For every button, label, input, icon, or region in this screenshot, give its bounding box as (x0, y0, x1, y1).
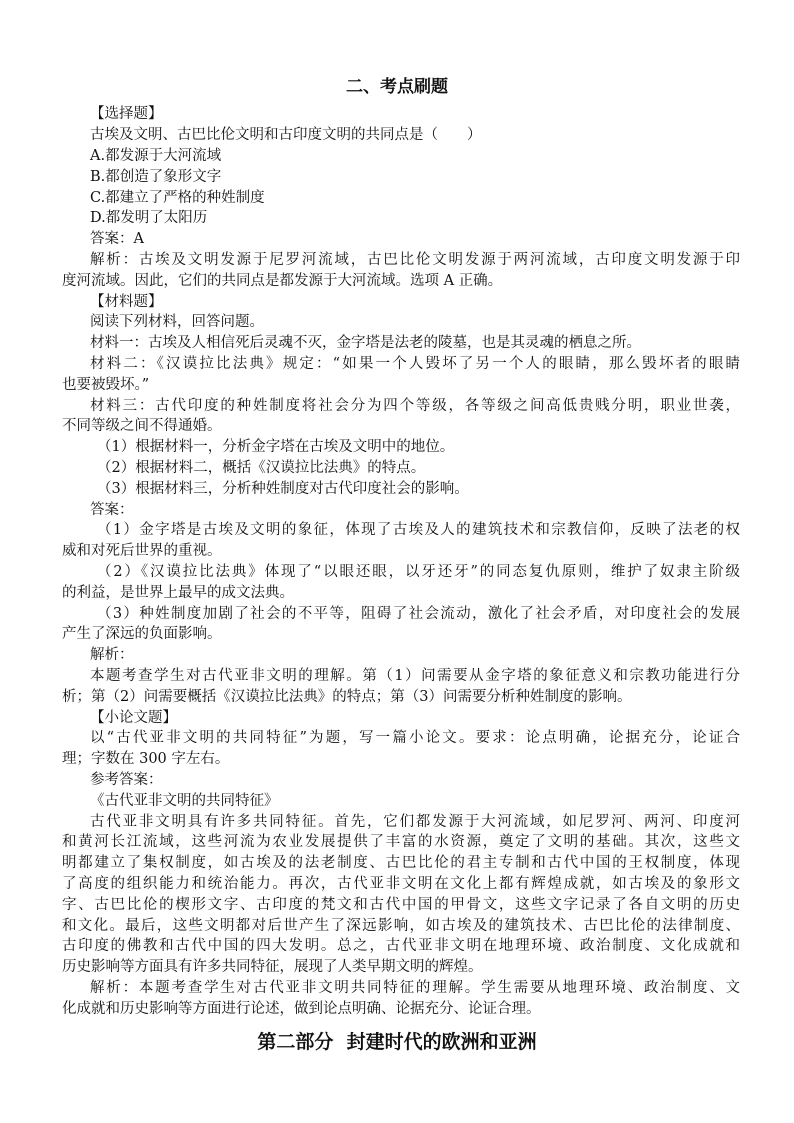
choice-option-d: D.都发明了太阳历 (90, 210, 208, 226)
choice-question: 古埃及文明、古巴比伦文明和古印度文明的共同点是（ ） (90, 127, 482, 143)
material-question-3: （3）根据材料三，分析种姓制度对古代印度社会的影响。 (97, 481, 469, 497)
material-answer-3-line2: 产生了深远的负面影响。 (62, 626, 222, 642)
material-question-1: （1）根据材料一，分析金字塔在古埃及文明中的地位。 (97, 439, 455, 455)
material-analysis-line2: 析；第（2）问需要概括《汉谟拉比法典》的特点；第（3）问需要分析种姓制度的影响。 (62, 689, 632, 705)
part-title: 第二部分 封建时代的欧洲和亚洲 (257, 1031, 537, 1053)
material-intro: 阅读下列材料，回答问题。 (90, 314, 264, 330)
essay-body-line: 古印度的佛教和古代中国的四大发明。总之，古代亚非文明在地理环境、政治制度、文化成就和 (62, 938, 740, 954)
material-three-line2: 不同等级之间不得通婚。 (62, 418, 222, 434)
material-two-line1: 材料二：《汉谟拉比法典》规定：“如果一个人毁坏了另一个人的眼睛，那么毁坏者的眼睛 (90, 356, 740, 372)
essay-reference-label: 参考答案： (90, 772, 163, 788)
material-answer-label: 答案： (90, 502, 134, 518)
essay-prompt-line2: 理；字数在 300 字左右。 (62, 751, 230, 767)
essay-analysis-line2: 化成就和历史影响等方面进行论述，做到论点明确、论据充分、论证合理。 (62, 1001, 541, 1017)
material-answer-2-line2: 的利益，是世界上最早的成文法典。 (62, 585, 294, 601)
choice-option-c: C.都建立了严格的种姓制度 (90, 190, 265, 206)
essay-body-line: 历史影响等方面具有许多共同特征，展现了人类早期文明的辉煌。 (62, 959, 483, 975)
essay-prompt-line1: 以“古代亚非文明的共同特征”为题，写一篇小论文。要求：论点明确，论据充分，论证合 (90, 730, 740, 746)
material-question-2: （2）根据材料二，概括《汉谟拉比法典》的特点。 (97, 460, 426, 476)
material-answer-1-line1: （1）金字塔是古埃及文明的象征，体现了古埃及人的建筑技术和宗教信仰，反映了法老的权 (97, 522, 740, 538)
choice-option-b: B.都创造了象形文字 (90, 169, 222, 185)
material-answer-2-line1: （2）《汉谟拉比法典》体现了“以眼还眼，以牙还牙”的同态复仇原则，维护了奴隶主阶级 (97, 564, 740, 580)
essay-body-line: 明都建立了集权制度，如古埃及的法老制度、古巴比伦的君主专制和古代中国的王权制度，体现 (62, 855, 740, 871)
material-two-line2: 也要被毁坏。” (62, 377, 150, 393)
choice-option-a: A.都发源于大河流域 (90, 148, 222, 164)
choice-tag: 【选择题】 (90, 106, 163, 122)
material-tag: 【材料题】 (90, 294, 163, 310)
essay-body-line: 古代亚非文明具有许多共同特征。首先，它们都发源于大河流域，如尼罗河、两河、印度河 (90, 814, 740, 830)
material-three-line1: 材料三：古代印度的种姓制度将社会分为四个等级，各等级之间高低贵贱分明，职业世袭， (90, 398, 740, 414)
material-one: 材料一：古埃及人相信死后灵魂不灭，金字塔是法老的陵墓，也是其灵魂的栖息之所。 (90, 335, 641, 351)
essay-body-line: 和文化。最后，这些文明都对后世产生了深远影响，如古埃及的建筑技术、古巴比伦的法律制度、 (62, 918, 740, 934)
choice-analysis-line1: 解析：古埃及文明发源于尼罗河流域，古巴比伦文明发源于两河流域，古印度文明发源于印 (90, 252, 740, 268)
choice-analysis-line2: 度河流域。因此，它们的共同点是都发源于大河流域。选项 A 正确。 (62, 273, 503, 289)
essay-analysis-line1: 解析：本题考查学生对古代亚非文明共同特征的理解。学生需要从地理环境、政治制度、文 (90, 980, 740, 996)
essay-body-line: 字、古巴比伦的楔形文字、古印度的梵文和古代中国的甲骨文，这些文字记录了各自文明的历史 (62, 897, 740, 913)
section-title: 二、考点刷题 (346, 77, 448, 97)
essay-body-line: 了高度的组织能力和统治能力。再次，古代亚非文明在文化上都有辉煌成就，如古埃及的象形文 (62, 876, 740, 892)
essay-title: 《古代亚非文明的共同特征》 (90, 793, 279, 809)
essay-body-line: 和黄河长江流域，这些河流为农业发展提供了丰富的水资源，奠定了文明的基础。其次，这些文 (62, 834, 740, 850)
choice-answer: 答案：A (90, 231, 144, 247)
material-analysis-line1: 本题考查学生对古代亚非文明的理解。第（1）问需要从金字塔的象征意义和宗教功能进行分 (90, 668, 740, 684)
material-answer-3-line1: （3）种姓制度加剧了社会的不平等，阻碍了社会流动，激化了社会矛盾，对印度社会的发展 (97, 606, 740, 622)
essay-tag: 【小论文题】 (90, 710, 177, 726)
material-answer-1-line2: 威和对死后世界的重视。 (62, 543, 222, 559)
material-analysis-label: 解析： (90, 647, 134, 663)
